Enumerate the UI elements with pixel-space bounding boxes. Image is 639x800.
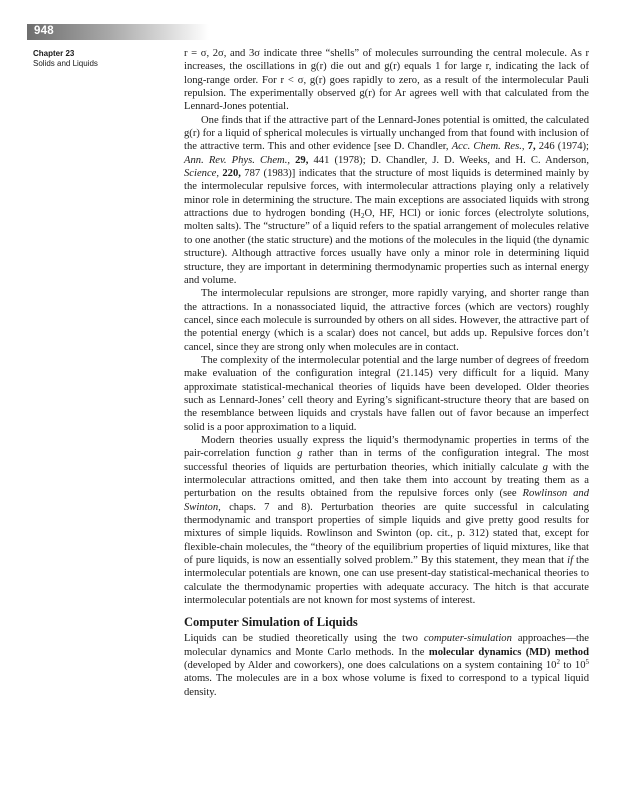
p6-text: atoms. The molecules are in a box whose volume is fixed to correspond to a typical liquid density. <box>184 673 589 698</box>
section-heading: Computer Simulation of Liquids <box>184 615 358 630</box>
p5-text: Modern theories usually express the liquid’s thermodynamic properties in terms of the pair-correlation function <box>184 434 589 460</box>
p5-text: with the intermolecular attractions omitted, and then take them into account by treating them as a perturbation on the results obtained from the repulsive forces only (see <box>184 461 589 500</box>
p6-text: (developed by Alder and coworkers), one does calculations on a system containing 10 <box>184 660 557 672</box>
p1-text: r = σ, 2σ, and 3σ indicate three “shells” of molecules surrounding the central molecule. As r increases, the oscillations in g(r) die out and g(r) equals 1 for large r, indicating the lack of long-range order. For r < σ, g(r) goes rapidly to zero, as a result of the intermolecular Pauli repulsion. The experimentally observed g(r) for Ar agrees well with that calculated from the Lennard-Jones potential. <box>184 48 589 113</box>
page-number: 948 <box>34 25 54 37</box>
subscript: 2 <box>360 212 365 221</box>
citation-journal: Science, <box>184 168 219 180</box>
p5-text: the intermolecular potentials are known, one can use present-day statistical-mechanical theories to calculate the thermodynamic properties with adequate accuracy. The hitch is that accurate intermolecular potentials are not known for most systems of interest. <box>184 555 590 607</box>
key-term: molecular dynamics (MD) method <box>428 646 589 658</box>
paragraph-1 <box>184 47 589 114</box>
citation-journal: Acc. Chem. Res., <box>451 141 525 153</box>
p2-text: 246 (1974); <box>535 141 589 153</box>
paragraph-3: The intermolecular repulsions are stronger, more rapidly varying, and shorter range than the attractions. In a nonassociated liquid, the attractive forces (which are vectors) roughly cancel, since each molecule is surrounded by others on all sides. However, the attractive part of the potential energy (which is a scalar) does not cancel, but adds up. Repulsive forces don’t cancel, since they are strong only when molecules are in contact. <box>184 288 589 353</box>
p2-text: One finds that if the attractive part of the Lennard-Jones potential is omitted, the calculated g(r) for a liquid of spherical molecules is virtually unchanged from that found with inclusion of the attractive term. This and other evidence [see D. Chandler, <box>184 114 589 153</box>
section-label: Solids and Liquids <box>33 59 98 68</box>
paragraph-6 <box>184 632 589 699</box>
superscript: 5 <box>585 658 589 667</box>
p6-text: to 10 <box>559 660 586 672</box>
p2-text: 441 (1978); D. Chandler, J. D. Weeks, and H. C. Anderson, <box>308 154 589 166</box>
symbol-g: g <box>542 461 548 473</box>
citation-volume: 7, <box>527 141 536 153</box>
citation-volume: 220, <box>222 168 241 180</box>
symbol-g: g <box>297 448 303 460</box>
paragraph-5 <box>184 434 589 607</box>
citation-journal: Ann. Rev. Phys. Chem., <box>184 154 291 166</box>
superscript: 2 <box>556 658 560 667</box>
p5-text: rather than in terms of the configuration integral. The most successful theories of liquids are perturbation theories, which initially calculate <box>184 448 589 473</box>
paragraph-2 <box>184 114 589 287</box>
p6-text: Liquids can be studied theoretically using the two <box>184 633 424 645</box>
p2-text: O, HF, HCl) or ionic forces (electrolyte solutions, molten salts). The “structure” of a liquid refers to the spatial arrangement of molecules relative to one another (the static structure) and the motions of the molecules in the liquid (the dynamic structure). Although attractive forces usually have only a minor role in determining liquid structure, they are important in determining thermodynamic properties such as internal energy and volume. <box>184 208 589 286</box>
p2-text: 787 (1983)] indicates that the structure of most liquids is determined mainly by the intermolecular repulsive forces, with intermolecular attractions playing only a relatively minor role in determining the structure. The main exceptions are associated liquids with strong attractions due to hydrogen bonding (H <box>184 168 589 220</box>
citation-volume: 29, <box>295 154 309 166</box>
page-number-bar <box>27 24 209 40</box>
chapter-label: Chapter 23 <box>33 49 75 58</box>
emphasis: if <box>567 555 574 567</box>
body-text-column <box>184 47 589 699</box>
emphasis: computer-simulation <box>423 633 512 645</box>
paragraph-4: The complexity of the intermolecular potential and the large number of degrees of freedom make evaluation of the configuration integral (21.145) very difficult for a liquid. Many approximate statistical-mechanical theories of liquids have been developed. Older theories such as Lennard-Jones’ cell theory and Eyring’s significant-structure theory that are based on the resemblance between liquids and crystals have fallen out of favor because an imperfect solid is a poor approximation to a liquid. <box>184 354 589 433</box>
p6-text: approaches—the molecular dynamics and Monte Carlo methods. In the <box>184 633 589 658</box>
citation-book: Rowlinson and Swinton, <box>184 488 589 513</box>
p5-text: chaps. 7 and 8). Perturbation theories are quite successful in calculating thermodynamic and transport properties of simple liquids and give pretty good results for mixtures of simple liquids. Rowlinson and Swinton (op. cit., p. 312) stated that, except for flexible-chain molecules, the “theory of the equilibrium properties of liquid mixtures, like that of pure liquids, is now an essentially solved problem.” By this statement, they mean that <box>184 501 589 567</box>
running-head <box>33 49 168 69</box>
